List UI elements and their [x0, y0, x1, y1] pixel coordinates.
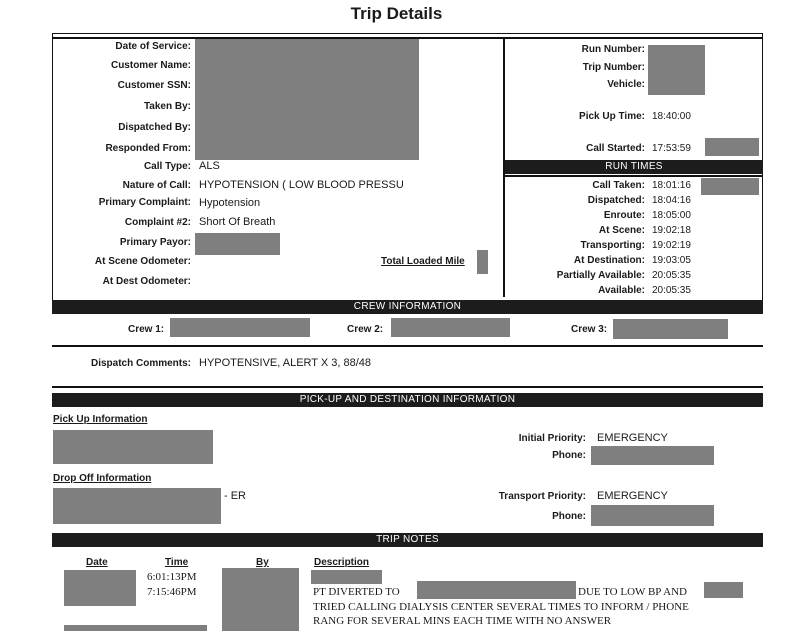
redacted-run-trip-vehicle — [648, 45, 705, 95]
trip-notes-header — [52, 533, 763, 547]
pickup-time-value: 18:40:00 — [652, 111, 691, 122]
pickup-destination-header-text: PICK-UP AND DESTINATION INFORMATION — [296, 394, 520, 405]
note-line-3: RANG FOR SEVERAL MINS EACH TIME WITH NO ANSWER — [313, 615, 612, 627]
run-time-label: At Destination: — [573, 255, 645, 266]
call-started-value: 17:53:59 — [652, 143, 691, 154]
total-loaded-miles-label: Total Loaded Mile — [381, 256, 465, 267]
notes-column-date: Date — [86, 557, 108, 568]
crew-header-text: CREW INFORMATION — [350, 301, 465, 312]
run-times-header-text: RUN TIMES — [601, 161, 667, 172]
redacted-customer-block — [195, 39, 419, 160]
crew-information-header — [52, 300, 763, 314]
redacted-notes-line-end — [704, 582, 743, 598]
field-label-at-scene-odometer: At Scene Odometer: — [94, 256, 191, 267]
note-time: 6:01:13PM — [147, 571, 197, 583]
run-time-value: 19:03:05 — [652, 255, 691, 266]
run-time-label: Dispatched: — [587, 195, 645, 206]
redacted-crew-1 — [170, 318, 310, 337]
redacted-notes-date-2 — [64, 625, 207, 631]
field-label-dispatched-by: Dispatched By: — [118, 122, 191, 133]
call-started-label: Call Started: — [586, 143, 645, 154]
dropoff-information-label: Drop Off Information — [53, 473, 152, 484]
divider — [52, 345, 763, 347]
redacted-notes-destination — [417, 581, 576, 599]
note-time: 7:15:46PM — [147, 586, 197, 598]
crew-1-label: Crew 1: — [128, 324, 165, 335]
note-line-2: TRIED CALLING DIALYSIS CENTER SEVERAL TIMES TO INFORM / PHONE — [313, 601, 689, 613]
dropoff-suffix: - ER — [224, 490, 246, 502]
field-value-call-type: ALS — [199, 160, 220, 172]
notes-column-time: Time — [165, 557, 189, 568]
field-label-taken-by: Taken By: — [143, 101, 191, 112]
initial-priority-label: Initial Priority: — [518, 433, 586, 444]
run-time-label: Partially Available: — [556, 270, 645, 281]
run-time-label: Call Taken: — [592, 180, 645, 191]
trip-notes-header-text: TRIP NOTES — [372, 534, 443, 545]
field-label-date-of-service: Date of Service: — [115, 41, 191, 52]
redacted-call-taken — [701, 178, 759, 195]
dispatch-comments-value: HYPOTENSIVE, ALERT X 3, 88/48 — [199, 357, 372, 369]
notes-column-description: Description — [314, 557, 370, 568]
run-time-value: 20:05:35 — [652, 285, 691, 296]
trip-number-label: Trip Number: — [582, 62, 645, 73]
run-time-value: 20:05:35 — [652, 270, 691, 281]
field-label-customer-name: Customer Name: — [110, 60, 191, 71]
field-value-primary-complaint: Hypotension — [199, 197, 261, 209]
field-label-nature-of-call: Nature of Call: — [122, 180, 191, 191]
field-label-primary-complaint: Primary Complaint: — [98, 197, 191, 208]
field-label-call-type: Call Type: — [143, 161, 191, 172]
initial-priority-value: EMERGENCY — [597, 432, 668, 444]
redacted-dropoff-address — [53, 488, 221, 524]
run-time-label: Enroute: — [603, 210, 645, 221]
pickup-time-label: Pick Up Time: — [579, 111, 645, 122]
pickup-destination-header — [52, 393, 763, 407]
run-time-value: 18:01:16 — [652, 180, 691, 191]
dispatch-comments-label: Dispatch Comments: — [90, 358, 191, 369]
run-number-label: Run Number: — [581, 44, 645, 55]
field-label-customer-ssn: Customer SSN: — [117, 80, 191, 91]
run-time-value: 18:05:00 — [652, 210, 691, 221]
note-line-1-prefix: PT DIVERTED TO — [313, 586, 400, 598]
field-label-complaint-2: Complaint #2: — [124, 217, 191, 228]
redacted-pickup-phone — [591, 446, 714, 465]
run-time-value: 19:02:19 — [652, 240, 691, 251]
crew-3-label: Crew 3: — [571, 324, 608, 335]
field-label-responded-from: Responded From: — [105, 143, 191, 154]
redacted-total-loaded-miles — [477, 250, 488, 274]
transport-priority-value: EMERGENCY — [597, 490, 668, 502]
redacted-primary-payor — [195, 233, 280, 255]
redacted-crew-2 — [391, 318, 510, 337]
transport-priority-label: Transport Priority: — [498, 491, 586, 502]
notes-column-by: By — [256, 557, 269, 568]
pickup-phone-label: Phone: — [552, 450, 586, 461]
run-time-value: 18:04:16 — [652, 195, 691, 206]
note-line-1-mid: DUE TO LOW BP AND — [578, 586, 687, 598]
run-time-label: Available: — [598, 285, 645, 296]
redacted-pickup-address — [53, 430, 213, 464]
run-time-label: Transporting: — [580, 240, 645, 251]
field-label-primary-payor: Primary Payor: — [119, 237, 191, 248]
redacted-dropoff-phone — [591, 505, 714, 526]
field-label-at-dest-odometer: At Dest Odometer: — [102, 276, 191, 287]
run-times-header — [505, 160, 763, 174]
redacted-notes-by — [222, 568, 299, 631]
field-value-complaint-2: Short Of Breath — [199, 216, 276, 228]
redacted-call-started — [705, 138, 759, 156]
run-time-label: At Scene: — [598, 225, 645, 236]
pickup-information-label: Pick Up Information — [53, 414, 148, 425]
redacted-crew-3 — [613, 319, 728, 339]
run-time-value: 19:02:18 — [652, 225, 691, 236]
divider — [505, 175, 763, 177]
redacted-notes-date — [64, 570, 136, 606]
field-value-nature-of-call: HYPOTENSION ( LOW BLOOD PRESSU — [199, 179, 404, 191]
divider — [52, 386, 763, 388]
redacted-notes-description-top — [311, 570, 382, 584]
vehicle-label: Vehicle: — [607, 79, 645, 90]
crew-2-label: Crew 2: — [347, 324, 384, 335]
page-title: Trip Details — [350, 4, 443, 23]
dropoff-phone-label: Phone: — [552, 511, 586, 522]
